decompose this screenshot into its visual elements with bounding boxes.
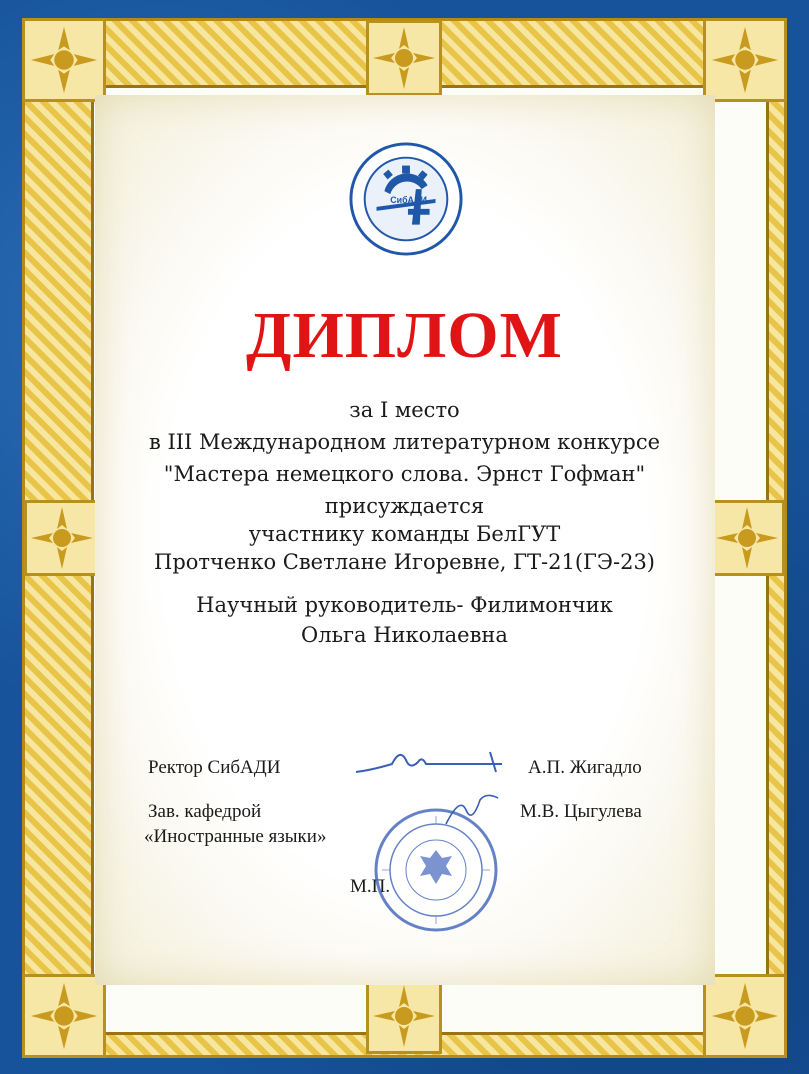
head-name: М.В. Цыгулева [520, 801, 642, 822]
sibadi-logo [347, 140, 465, 258]
rector-label: Ректор СибАДИ [148, 757, 281, 778]
mid-ornament-top [366, 20, 442, 96]
corner-ornament-top-right [703, 18, 787, 102]
corner-ornament-bottom-right [703, 974, 787, 1058]
rector-name: А.П. Жигадло [528, 757, 642, 778]
awarded-text: присуждается [324, 494, 485, 518]
head-label: Зав. кафедрой [148, 801, 262, 822]
corner-ornament-top-left [22, 18, 106, 102]
contest-name: в III Международном литературном конкурсе [148, 430, 661, 454]
mid-ornament-bottom [366, 978, 442, 1054]
contest-title: "Мастера немецкого слова. Эрнст Гофман" [163, 462, 646, 486]
team-text: участнику команды БелГУТ [248, 522, 561, 546]
logo-text: СибАДИ [390, 194, 427, 205]
award-place: за I место [349, 398, 460, 422]
diploma-title: ДИПЛОМ [246, 299, 563, 372]
rector-signature [352, 742, 512, 782]
supervisor-line-1: Научный руководитель- Филимончик [196, 593, 613, 617]
supervisor-line-2: Ольга Николаевна [301, 623, 508, 647]
department-label: «Иностранные языки» [144, 826, 327, 847]
official-seal-stamp [372, 806, 500, 934]
recipient-name: Протченко Светлане Игоревне, ГТ-21(ГЭ-23) [154, 550, 655, 574]
seal-place-label: М.П. [350, 876, 391, 897]
corner-ornament-bottom-left [22, 974, 106, 1058]
